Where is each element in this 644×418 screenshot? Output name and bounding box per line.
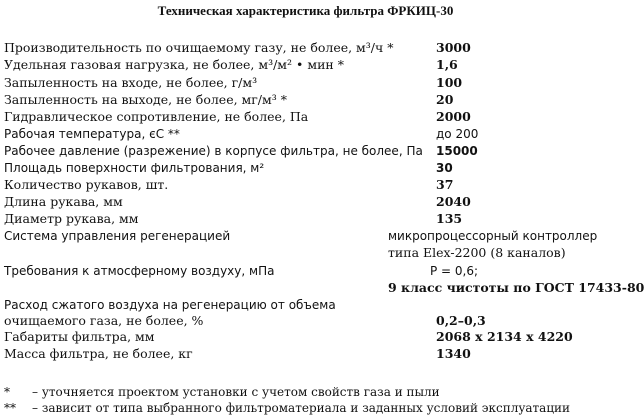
spec-label: Рабочая температура, єС ** [4, 127, 180, 141]
spec-value: 135 [436, 211, 463, 226]
spec-value: 3000 [436, 40, 471, 55]
spec-label: Длина рукава, мм [4, 194, 123, 209]
spec-value: 2000 [436, 109, 471, 124]
spec-label: Габариты фильтра, мм [4, 329, 155, 344]
spec-label: Рабочее давление (разрежение) в корпусе фильтра, не более, Па [4, 144, 423, 158]
spec-value: 2068 х 2134 х 4220 [436, 329, 573, 344]
spec-label: Диаметр рукава, мм [4, 211, 139, 226]
spec-value: 100 [436, 75, 463, 90]
spec-label: Гидравлическое сопротивление, не более, Па [4, 109, 309, 124]
spec-value: 0,2–0,3 [436, 313, 486, 328]
footnote-mark: ** [4, 401, 16, 415]
spec-label: Количество рукавов, шт. [4, 177, 169, 192]
spec-label: Производительность по очищаемому газу, не более, м³/ч * [4, 40, 394, 55]
spec-value: 9 класс чистоты по ГОСТ 17433-80 [388, 280, 644, 295]
footnote-text: – зависит от типа выбранного фильтроматериала и заданных условий эксплуатации [32, 401, 571, 415]
spec-label: Расход сжатого воздуха на регенерацию от объема [4, 298, 336, 312]
spec-value: 37 [436, 177, 454, 192]
spec-label: Масса фильтра, не более, кг [4, 346, 193, 361]
spec-value: 30 [436, 161, 453, 175]
spec-label: Требования к атмосферному воздуху, мПа [4, 264, 275, 278]
spec-value: Р = 0,6; [430, 264, 479, 278]
spec-value: 2040 [436, 194, 471, 209]
spec-value: микропроцессорный контроллер [388, 229, 598, 243]
spec-value: 20 [436, 92, 454, 107]
spec-value: до 200 [436, 127, 479, 141]
spec-label: Запыленность на выходе, не более, мг/м³ * [4, 92, 287, 107]
spec-label: Система управления регенерацией [4, 229, 231, 243]
page-title: Техническая характеристика фильтра ФРКИЦ-30 [157, 3, 454, 18]
footnote-mark: * [4, 385, 10, 399]
footnote-text: – уточняется проектом установки с учетом свойств газа и пыли [32, 385, 440, 399]
spec-value: 1,6 [436, 57, 458, 72]
spec-label: Удельная газовая нагрузка, не более, м³/м² • мин * [4, 57, 344, 72]
spec-value: 1340 [436, 346, 471, 361]
spec-label: очищаемого газа, не более, % [4, 313, 204, 328]
spec-value: типа Elex-2200 (8 каналов) [388, 245, 566, 260]
spec-label: Запыленность на входе, не более, г/м³ [4, 75, 258, 90]
spec-label: Площадь поверхности фильтрования, м² [4, 161, 265, 175]
spec-value: 15000 [436, 144, 478, 158]
